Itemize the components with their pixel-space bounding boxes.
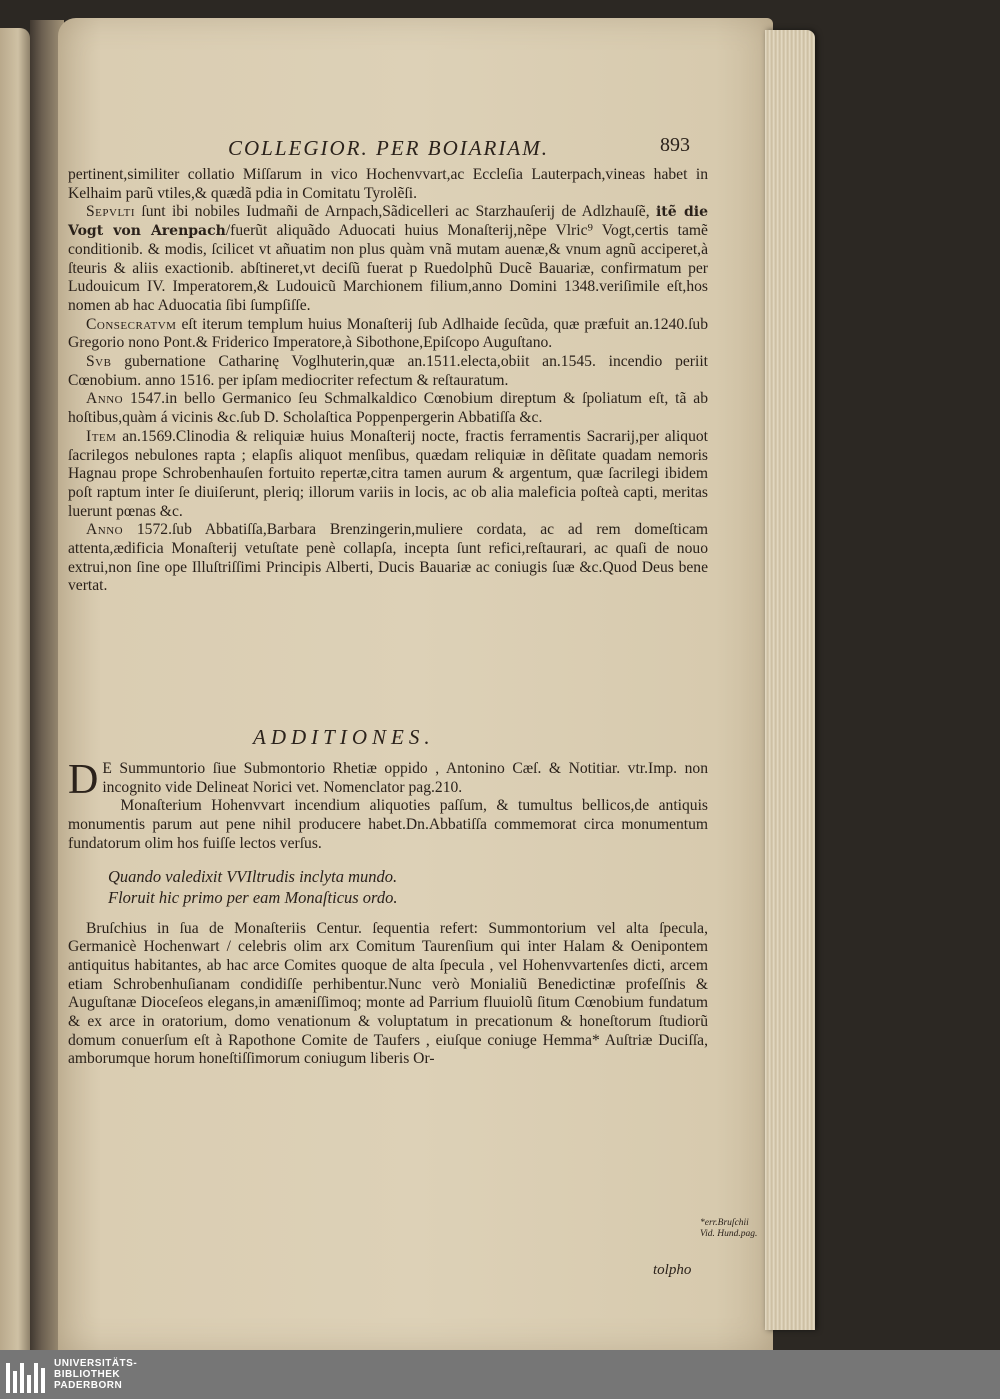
running-title: COLLEGIOR. PER BOIARIAM. xyxy=(228,136,549,160)
library-footer xyxy=(0,1350,1000,1399)
library-name: UNIVERSITÄTS- BIBLIOTHEK PADERBORN xyxy=(54,1358,138,1391)
paragraph-6: Item an.1569.Clinodia & reliquiæ huius Monaſterij nocte, fractis ferramentis Sacrarij,per aliquot ſacrilegos nebulones rapta ; elapſis aliquot menſibus, quædam reliquiæ in dẽſitate quadam nemoris Hagnau prope Schrobenhauſen fortuito repertæ,citra tamen aurum & argentum, quæ ſacrilegi ibidem poſt raptum inter ſe diuiſerunt, pleriq; illorum variis in locis, ac ob alia maleficia poſteà capti, meritas luerunt pœnas &c. xyxy=(68,427,708,520)
additiones-paragraph-2: Monaſterium Hohenvvart incendium aliquoties paſſum, & tumultus bellicos,de antiquis monumentis parum aut pene nihil producere habet.Dn.Abbatiſſa commemorat circa monumentum fundatorum olim hos fuiſſe lectos verſus. xyxy=(68,797,708,852)
running-head xyxy=(158,130,698,164)
page-number: 893 xyxy=(660,134,690,156)
verse-block xyxy=(108,866,708,908)
main-text xyxy=(68,166,708,596)
paragraph-2: Sepvlti ſunt ibi nobiles Iudmañi de Arnpach,Sãdicelleri ac Starzhauſerij de Adlzhauſẽ, itẽ die Vogt von Arenpach/fuerũt aliquãdo Aduocati huius Monaſterij,nẽpe Vlric⁹ Vogt,certis tamẽ conditionib. & modis, ſcilicet vt añuatim non plus quàm vnã mutam auenæ,& vnum agnũ acciperet,à ſteuris & aliis exactionib. abſtineret,vt deciſũ fuerat p Ruedolphũ Ducẽ Bauariæ, confirmatum per Ludouicum IV. Imperatorem,& Ludouicũ Marchionem filium,anno Domini 1348.veriſimile eſt,hos nomen ab hac Aduocatia ſibi ſumpſiſſe. xyxy=(68,203,708,314)
left-page-edge xyxy=(0,28,30,1350)
gothic-phrase: itẽ die Vogt von Arenpach xyxy=(68,204,708,240)
paragraph-7: Anno 1572.ſub Abbatiſſa,Barbara Brenzingerin,muliere cordata, ac ad rem domeſticam attenta,ædificia Monaſterij vetuſtate penè collapſa, incepta ſunt refici,reſtaurari, ac quaſi de nouo extrui,non ſine ope Illuſtriſſimi Principis Alberti, Ducis Bauariæ ac coniugis ſuæ &c.Quod Deus bene vertat. xyxy=(68,521,708,595)
verse-line-1: Quando valedixit VVIltrudis inclyta mundo. xyxy=(108,866,398,886)
catchword: tolpho xyxy=(653,1262,692,1278)
library-logo-icon xyxy=(6,1357,46,1393)
paragraph-3: Consecratvm eſt iterum templum huius Monaſterij ſub Adlhaide ſecũda, quæ præfuit an.1240.ſub Gregorio nono Pont.& Friderico Imperatore,à Sibothone,Epiſcopo Auguſtano. xyxy=(68,315,708,352)
margin-note: *err.Bruſchii Vid. Hund.pag. xyxy=(700,1218,758,1239)
additiones-heading: ADDITIONES. xyxy=(253,725,435,749)
additiones-text xyxy=(68,757,708,1069)
paragraph-5: Anno 1547.in bello Germanico ſeu Schmalkaldico Cœnobium direptum & ſpoliatum eſt, tã ab hoſtibus,quàm á vicinis &c.ſub D. Scholaſtica Poppenpergerin Abbatiſſa &c. xyxy=(68,390,708,427)
paragraph-1: pertinent,similiter collatio Miſſarum in vico Hochenvvart,ac Eccleſia Lauterpach,vineas habet in Kelhaim parũ vtiles,& quædã pdia in Comitatu Tyrolẽſi. xyxy=(68,166,708,202)
additiones-paragraph-3: Bruſchius in ſua de Monaſteriis Centur. ſequentia refert: Summontorium vel alta ſpecula, Germanicè Hochenwart / celebris olim arx Comitum Taurenſium qui inter Halam & Oenipontem antiquitus habitantes, ab hac arce Comites quoque de alta ſpecula , vel Hohenvvartenſes dicti, arcem etiam Schrobenhuſianam condidiſſe perhibentur.Nunc verò Monialiũ Benedictinæ profeſſnis & Auguſtanæ Dioceſeos elegans,in amæniſſimoq; monte ad Parrium fluuiolũ ſitum Cœnobium fundatum & ex arce in oratorium, domo venationum & voluptatum in precationum & honeſtorum ſtudiorũ domum conuerſum eſt à Rapothone Comite de Taufers , eiuſque coniuge Hemma* Auſtriæ Duciſſa, amborumque horum honeſtiſſimorum coniugum liberis Or- xyxy=(68,919,708,1068)
additiones-paragraph-1: D E Summuntorio ſiue Submontorio Rhetiæ oppido , Antonino Cæſ. & Notitiar. vtr.Imp. non incognito vide Delineat Norici vet. Nomenclator pag.210. xyxy=(68,757,708,803)
page-fore-edge xyxy=(765,30,815,1330)
paragraph-4: Svb gubernatione Catharinę Voglhuterin,quæ an.1511.electa,obiit an.1545. incendio periit Cœnobium. anno 1516. per ipſam mediocriter refectum & reſtauratum. xyxy=(68,353,708,389)
verse-line-2: Floruit hic primo per eam Monaſticus ordo. xyxy=(108,887,398,907)
drop-cap: D xyxy=(68,757,99,803)
